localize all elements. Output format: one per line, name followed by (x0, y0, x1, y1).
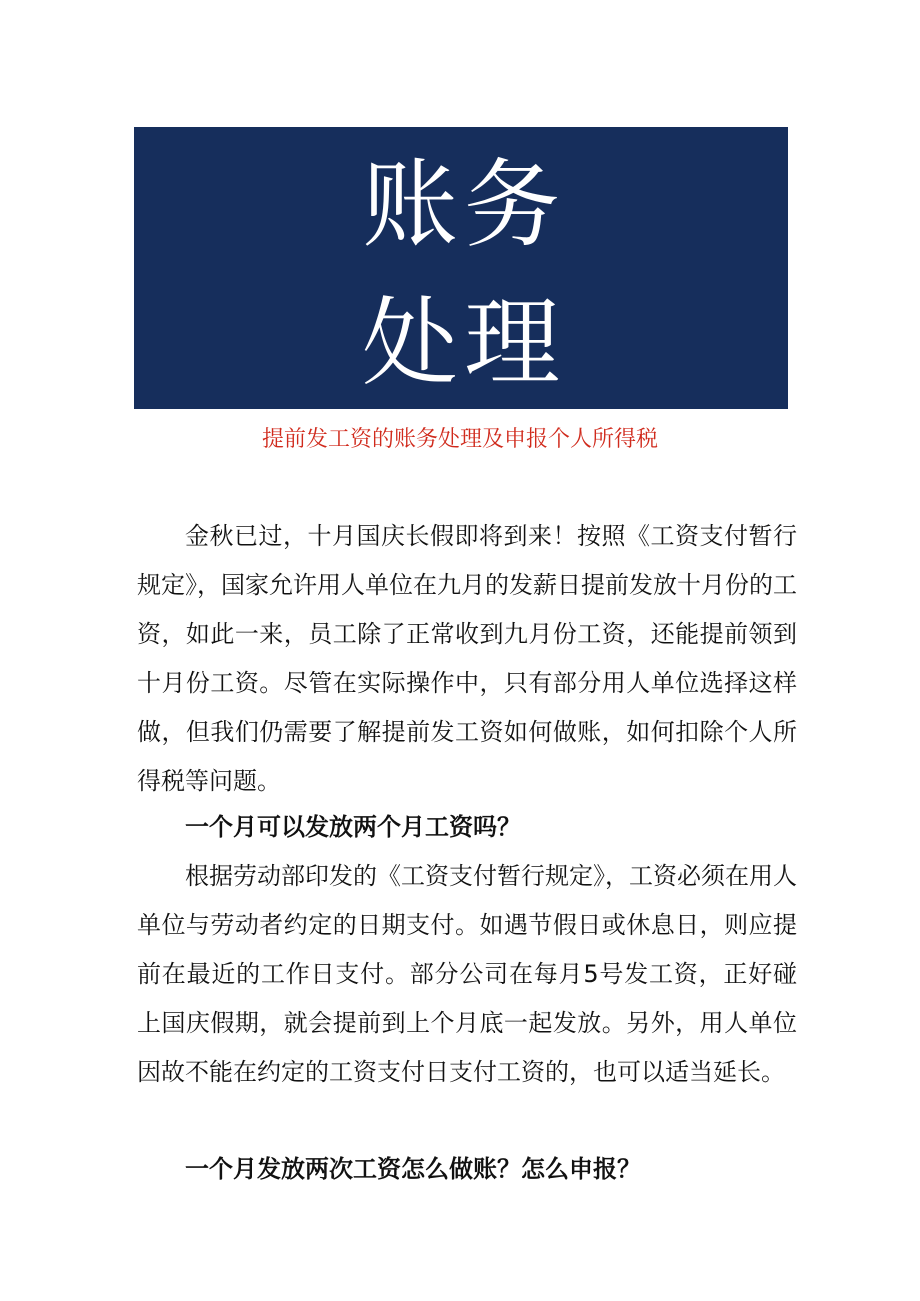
document-subtitle: 提前发工资的账务处理及申报个人所得税 (261, 427, 658, 452)
intro-paragraph: 金秋已过，十月国庆长假即将到来！按照《工资支付暂行规定》，国家允许用人单位在九月的发薪日提前发放十月份的工资，如此一来，员工除了正常收到九月份工资，还能提前领到十月份工资。尽管在实际操作中，只有部分用人单位选择这样做，但我们仍需要了解提前发工资如何做账，如何扣除个人所得税等问题。 (137, 522, 797, 795)
section-paragraph-1: 根据劳动部印发的《工资支付暂行规定》，工资必须在用人单位与劳动者约定的日期支付。如遇节假日或休息日，则应提前在最近的工作日支付。部分公司在每月5号发工资，正好碰上国庆假期，就会提前到上个月底一起发放。另外，用人单位因故不能在约定的工资支付日支付工资的，也可以适当延长。 (137, 862, 797, 1086)
section-heading-2: 一个月发放两次工资怎么做账？怎么申报？ (185, 1155, 641, 1183)
banner-title-line-1: 账务 (362, 149, 566, 261)
title-banner (134, 127, 788, 409)
banner-title-line-2: 处理 (362, 287, 566, 399)
section-heading-1: 一个月可以发放两个月工资吗？ (185, 813, 521, 841)
